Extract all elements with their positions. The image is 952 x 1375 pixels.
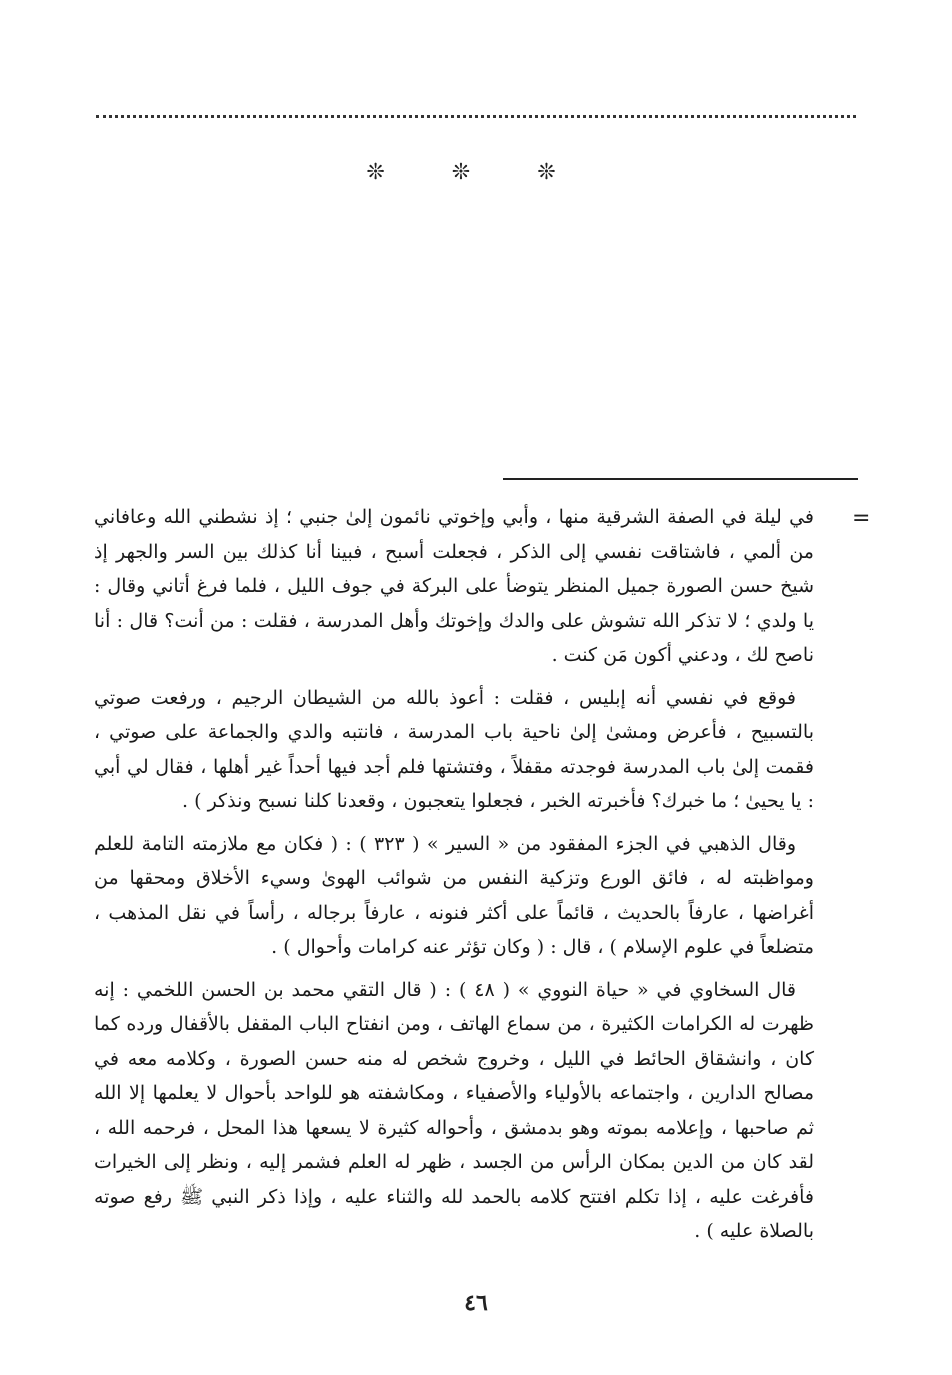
footnote-block [94,500,814,1257]
footnote-paragraph: في ليلة في الصفة الشرقية منها ، وأبي وإخوتي نائمون إلىٰ جنبي ؛ إذ نشطني الله وعافاني من ألمي ، فاشتاقت نفسي إلى الذكر ، فجعلت أسبح ، فبينا أنا كذلك بين السر والجهر إذ شيخ حسن الصورة جميل المنظر يتوضأ على البركة في جوف الليل ، فلما فرغ أتاني وقال : يا ولدي ؛ لا تذكر الله تشوش على والدك وإخوتك وأهل المدرسة ، فقلت : من أنت؟ قال : أنا ناصح لك ، ودعني أكون مَن كنت . [94,506,814,666]
dotted-divider [96,104,856,118]
footnote-continuation-mark: = [852,506,871,531]
footnote-paragraph: فوقع في نفسي أنه إبليس ، فقلت : أعوذ بالله من الشيطان الرجيم ، ورفعت صوتي بالتسبيح ، فأعرض ومشىٰ إلىٰ ناحية باب المدرسة ، فانتبه والدي والجماعة على صوتي ، فقمت إلىٰ باب المدرسة فوجدته مقفلاً ، وفتشتها فلم أجد فيها أحداً غير أهلها ، فقال لي أبي : يا يحيىٰ ؛ ما خبرك؟ فأخبرته الخبر ، فجعلوا يتعجبون ، وقعدنا كلنا نسبح ونذكر ) . [94,686,814,812]
page-number: ٤٦ [464,1290,488,1316]
footnote-paragraph: قال السخاوي في « حياة النووي » ( ٤٨ ) : ( قال التقي محمد بن الحسن اللخمي : إنه ظهرت له الكرامات الكثيرة ، من سماع الهاتف ، ومن انفتاح الباب المقفل بالأقفال ورده كما كان ، وانشقاق الحائط في الليل ، وخروج شخص له منه حسن الصورة ، وكلامه معه في مصالح الدارين ، واجتماعه بالأولياء والأصفياء ، ومكاشفته هو للواحد بأحوال لا يعلمها إلا الله ثم صاحبها ، وإعلامه بموته وهو بدمشق ، وأحواله كثيرة لا يسعها هذا المحل ، فرحمه الله ، لقد كان من الدين بمكان الرأس من الجسد ، ظهر له العلم فشمر إليه ، ونظر إلى الخيرات فأفرغت عليه ، إذا تكلم افتتح كلامه بالحمد لله والثناء عليه ، وإذا ذكر النبي ﷺ رفع صوته بالصلاة عليه ) . [94,978,814,1242]
section-separator-stars: ❊ ❊ ❊ [366,160,586,185]
footnote-rule [503,478,858,480]
footnote-paragraph: وقال الذهبي في الجزء المفقود من « السير » ( ٣٢٣ ) : ( فكان مع ملازمته التامة للعلم ومواظبته له ، فائق الورع وتزكية النفس من شوائب الهوىٰ وسيء الأخلاق ومحقها من أغراضها ، عارفاً بالحديث ، قائماً على أكثر فنونه ، عارفاً برجاله ، رأساً في نقل المذهب ، متضلعاً في علوم الإسلام ) ، قال : ( وكان تؤثر عنه كرامات وأحوال ) . [94,832,814,958]
